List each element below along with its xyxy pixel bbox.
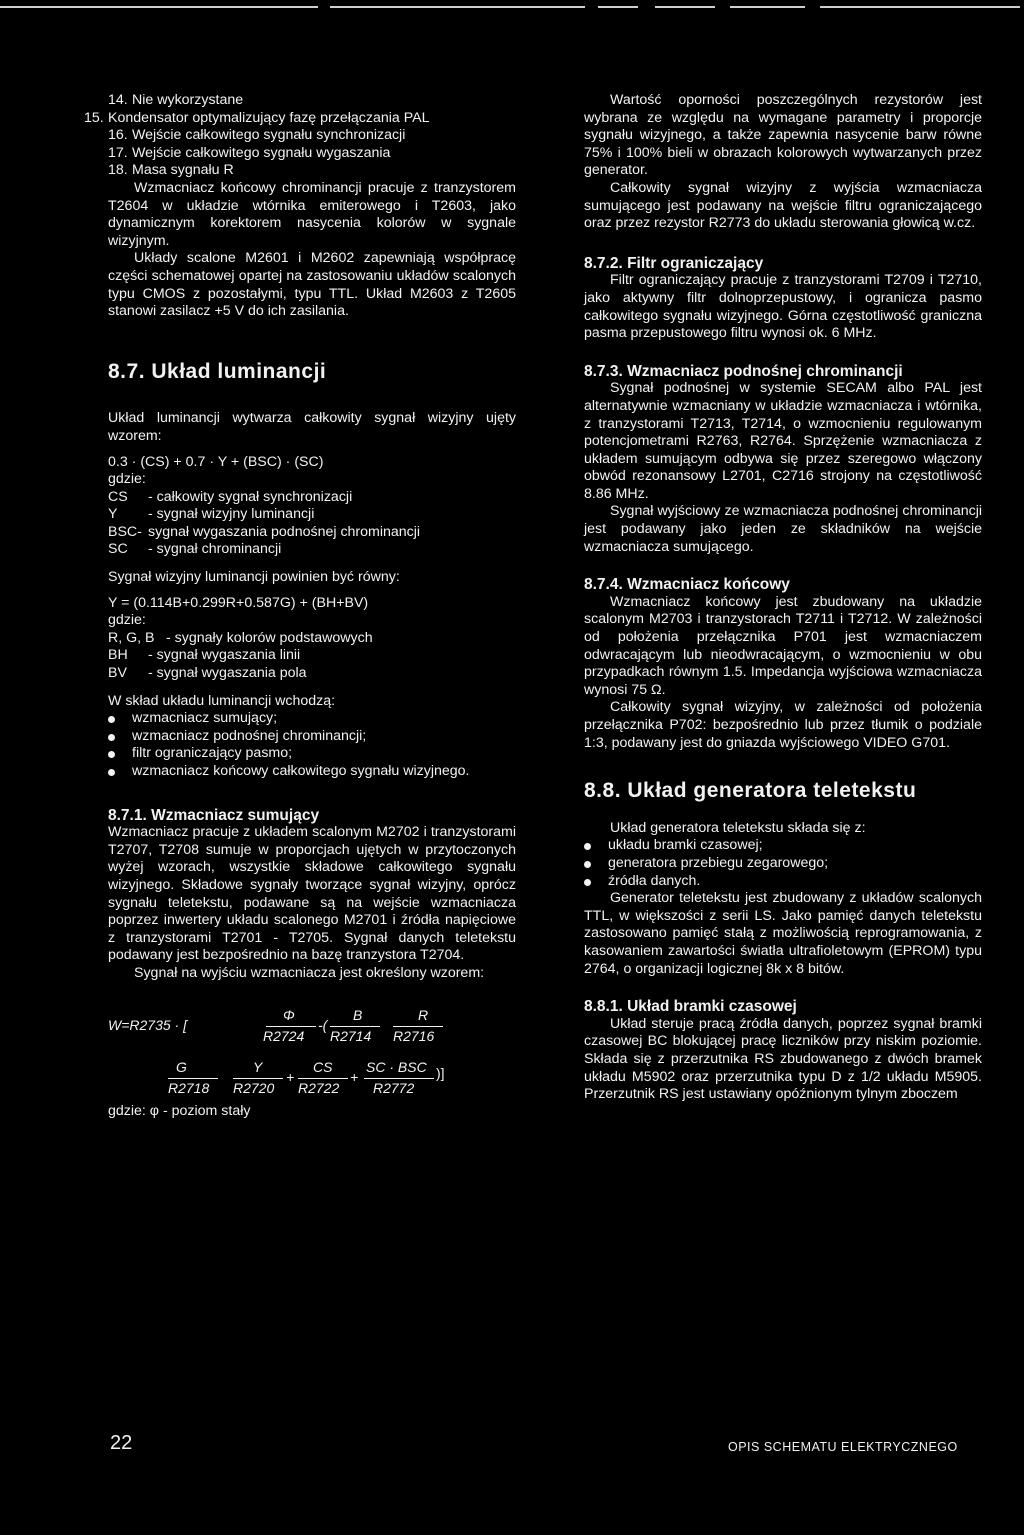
- top-rule-6: [820, 6, 1020, 8]
- top-rule-2: [330, 6, 585, 8]
- section-heading: 8.7.4. Wzmacniacz końcowy: [584, 576, 790, 594]
- section-heading: 8.8.1. Układ bramki czasowej: [584, 998, 797, 1016]
- list-item: źródła danych.: [584, 873, 982, 891]
- section-heading: 8.7.1. Wzmacniacz sumujący: [108, 806, 320, 824]
- paragraph: gdzie: φ - poziom stały: [108, 1102, 251, 1119]
- list-item: 17. Wejście całkowitego sygnału wygaszania: [108, 144, 391, 161]
- top-rule-3: [598, 6, 638, 8]
- paragraph: Całkowity sygnał wizyjny z wyjścia wzmacniacza sumującego jest podawany na wejście filtru ograniczającego oraz przez rezystor R2773 do układu sterowania głowicą w.cz.: [584, 179, 982, 232]
- list-item: wzmacniacz końcowy całkowitego sygnału wizyjnego.: [108, 763, 516, 781]
- list-item: generatora przebiegu zegarowego;: [584, 855, 982, 873]
- paragraph: Filtr ograniczający pracuje z tranzystorami T2709 i T2710, jako aktywny filtr dolnoprzepustowy, i ogranicza pasmo całkowitego sygnału wizyjnego. Górna częstotliwość graniczna pasma przepustowego filtru wynosi ok. 6 MHz.: [584, 272, 982, 342]
- paragraph: Wzmacniacz końcowy jest zbudowany na układzie scalonym M2703 i tranzystorach T2711 i T2712. W zależności od położenia przełącznika P701 jest wzmacniaczem odwracającym lub nieodwracającym, o wzmocnieniu w obu przypadkach równym 1.5. Impedancja wyjściowa wzmacniacza wynosi 75 Ω.: [584, 593, 982, 698]
- list-item: układu bramki czasowej;: [584, 837, 982, 855]
- paragraph: Układ luminancji wytwarza całkowity sygnał wizyjny ujęty wzorem:: [108, 410, 516, 444]
- formula-line: 0.3 · (CS) + 0.7 · Y + (BSC) · (SC): [108, 453, 324, 470]
- paragraph: Wzmacniacz końcowy chrominancji pracuje z tranzystorem T2604 w układzie wtórnika emiterowego i T2603, jako dynamicznym korektorem nasycenia kolorów w sygnale wizyjnym.: [108, 179, 516, 249]
- paragraph: Wartość oporności poszczególnych rezystorów jest wybrana ze względu na wymagane parametry i proporcje sygnału wizyjnego, a także zapewnia nasycenie barw równe 75% i 100% bieli w obrazach kolorowych wytwarzanych przez generator.: [584, 92, 982, 179]
- paragraph: Wzmacniacz pracuje z układem scalonym M2702 i tranzystorami T2707, T2708 sumuje w proporcjach ujętych w przytoczonych wyżej wzorach, wszystkie składowe całkowitego sygnału wizyjnego. Składowe sygnały tworzące sygnał wizyjny, oprócz sygnału teletekstu, podawane są na wejście wzmacniacza poprzez inwertery układu scalonego M2701 i źródła napięciowe z tranzystorami T2701 - T2705. Sygnał danych teletekstu podawany jest bezpośrednio na bazę tranzystora T2704.: [108, 824, 516, 964]
- top-rule-1: [0, 6, 318, 8]
- running-footer: OPIS SCHEMATU ELEKTRYCZNEGO: [728, 1440, 958, 1454]
- top-rule-5: [730, 6, 805, 8]
- section-heading: 8.8. Układ generatora teletekstu: [584, 779, 917, 803]
- section-heading: 8.7.2. Filtr ograniczający: [584, 254, 764, 272]
- list-item: BSC- sygnał wygaszania podnośnej chrominancji: [108, 523, 421, 540]
- bullet-list: [108, 710, 516, 780]
- paragraph: W skład układu luminancji wchodzą:: [108, 692, 336, 709]
- paragraph: Całkowity sygnał wizyjny, w zależności od położenia przełącznika P702: bezpośrednio lub przez tłumik o podziale 1:3, podawany jest do gniazda wyjściowego VIDEO G701.: [584, 699, 982, 751]
- bullet-list: [584, 837, 982, 890]
- paragraph: Sygnał na wyjściu wzmacniacza jest określony wzorem:: [134, 964, 485, 981]
- pin-list: [84, 92, 516, 180]
- list-item: Y - sygnał wizyjny luminancji: [108, 506, 315, 523]
- left-column: [84, 92, 516, 1120]
- list-item: R, G, B - sygnały kolorów podstawowych: [108, 629, 373, 646]
- list-item: CS - całkowity sygnał synchronizacji: [108, 488, 353, 505]
- list-item: SC - sygnał chrominancji: [108, 541, 282, 558]
- paragraph: Układy scalone M2601 i M2602 zapewniają współpracę części schematowej opartej na zastosowaniu układów scalonych typu CMOS z pozostałymi, typu TTL. Układ M2603 z T2605 stanowi zasilacz +5 V do ich zasilania.: [108, 250, 516, 320]
- formula-line: Y = (0.114B+0.299R+0.587G) + (BH+BV): [108, 594, 369, 611]
- section-heading: 8.7.3. Wzmacniacz podnośnej chrominancji: [584, 362, 903, 380]
- paragraph: Generator teletekstu jest zbudowany z układów scalonych TTL, w większości z serii LS. Jako pamięć danych teletekstu zastosowano pamięć stałą z możliwością reprogramowania, z kasowaniem zawartości światła ultrafioletowym (EPROM) typu 2764, o organizacji logicznej 8k x 8 bitów.: [584, 890, 982, 977]
- label: gdzie:: [108, 612, 146, 629]
- section-heading: 8.7. Układ luminancji: [108, 359, 327, 383]
- definition-list: [108, 630, 516, 683]
- list-item: filtr ograniczający pasmo;: [108, 745, 516, 763]
- label: gdzie:: [108, 471, 146, 488]
- list-item: BH - sygnał wygaszania linii: [108, 647, 301, 664]
- list-item: wzmacniacz podnośnej chrominancji;: [108, 728, 516, 746]
- list-item: 16. Wejście całkowitego sygnału synchronizacji: [108, 127, 406, 144]
- list-item: BV - sygnał wygaszania pola: [108, 665, 307, 682]
- list-item: 18. Masa sygnału R: [108, 162, 234, 179]
- paragraph: Sygnał wizyjny luminancji powinien być równy:: [108, 569, 400, 586]
- paragraph: Sygnał podnośnej w systemie SECAM albo PAL jest alternatywnie wzmacniany w układzie wzmacniacza i wtórnika, z tranzystorami T2713, T2714, o wzmocnieniu regulowanym potencjometrami R2763, R2764. Sprzężenie wzmacniacza z układem sumującym odbywa się przez szeregowo włączony obwód rezonansowy L2701, C2716 strojony na częstotliwość 8.86 MHz.: [584, 380, 982, 502]
- list-item: wzmacniacz sumujący;: [108, 710, 516, 728]
- list-item: 15. Kondensator optymalizujący fazę przełączania PAL: [84, 109, 430, 126]
- paragraph: Układ steruje pracą źródła danych, poprzez sygnał bramki czasowej BC blokującej pracę liczników przy niskim poziomie. Składa się z przerzutnika RS zbudowanego z dwóch bramek układu M5902 oraz przerzutnika typu D z 1/2 układu M5905. Przerzutnik RS jest ustawiany opóźnionym tylnym zboczem: [584, 1015, 982, 1103]
- formula: W=R2735 · [ Φ R2724 -( B R2714 R R2716 G R2718 Y R2720 + CS R2722 + SC · BSC R2772 )]: [108, 1006, 445, 1096]
- page-number: 22: [110, 1432, 133, 1454]
- definition-list: [108, 489, 516, 559]
- right-column: [584, 92, 982, 1104]
- list-item: 14. Nie wykorzystane: [108, 92, 244, 108]
- paragraph: Układ generatora teletekstu składa się z:: [610, 819, 866, 836]
- top-rule-4: [655, 6, 715, 8]
- paragraph: Sygnał wyjściowy ze wzmacniacza podnośnej chrominancji jest podawany jako jeden ze składników na wejście wzmacniacza sumującego.: [584, 503, 982, 555]
